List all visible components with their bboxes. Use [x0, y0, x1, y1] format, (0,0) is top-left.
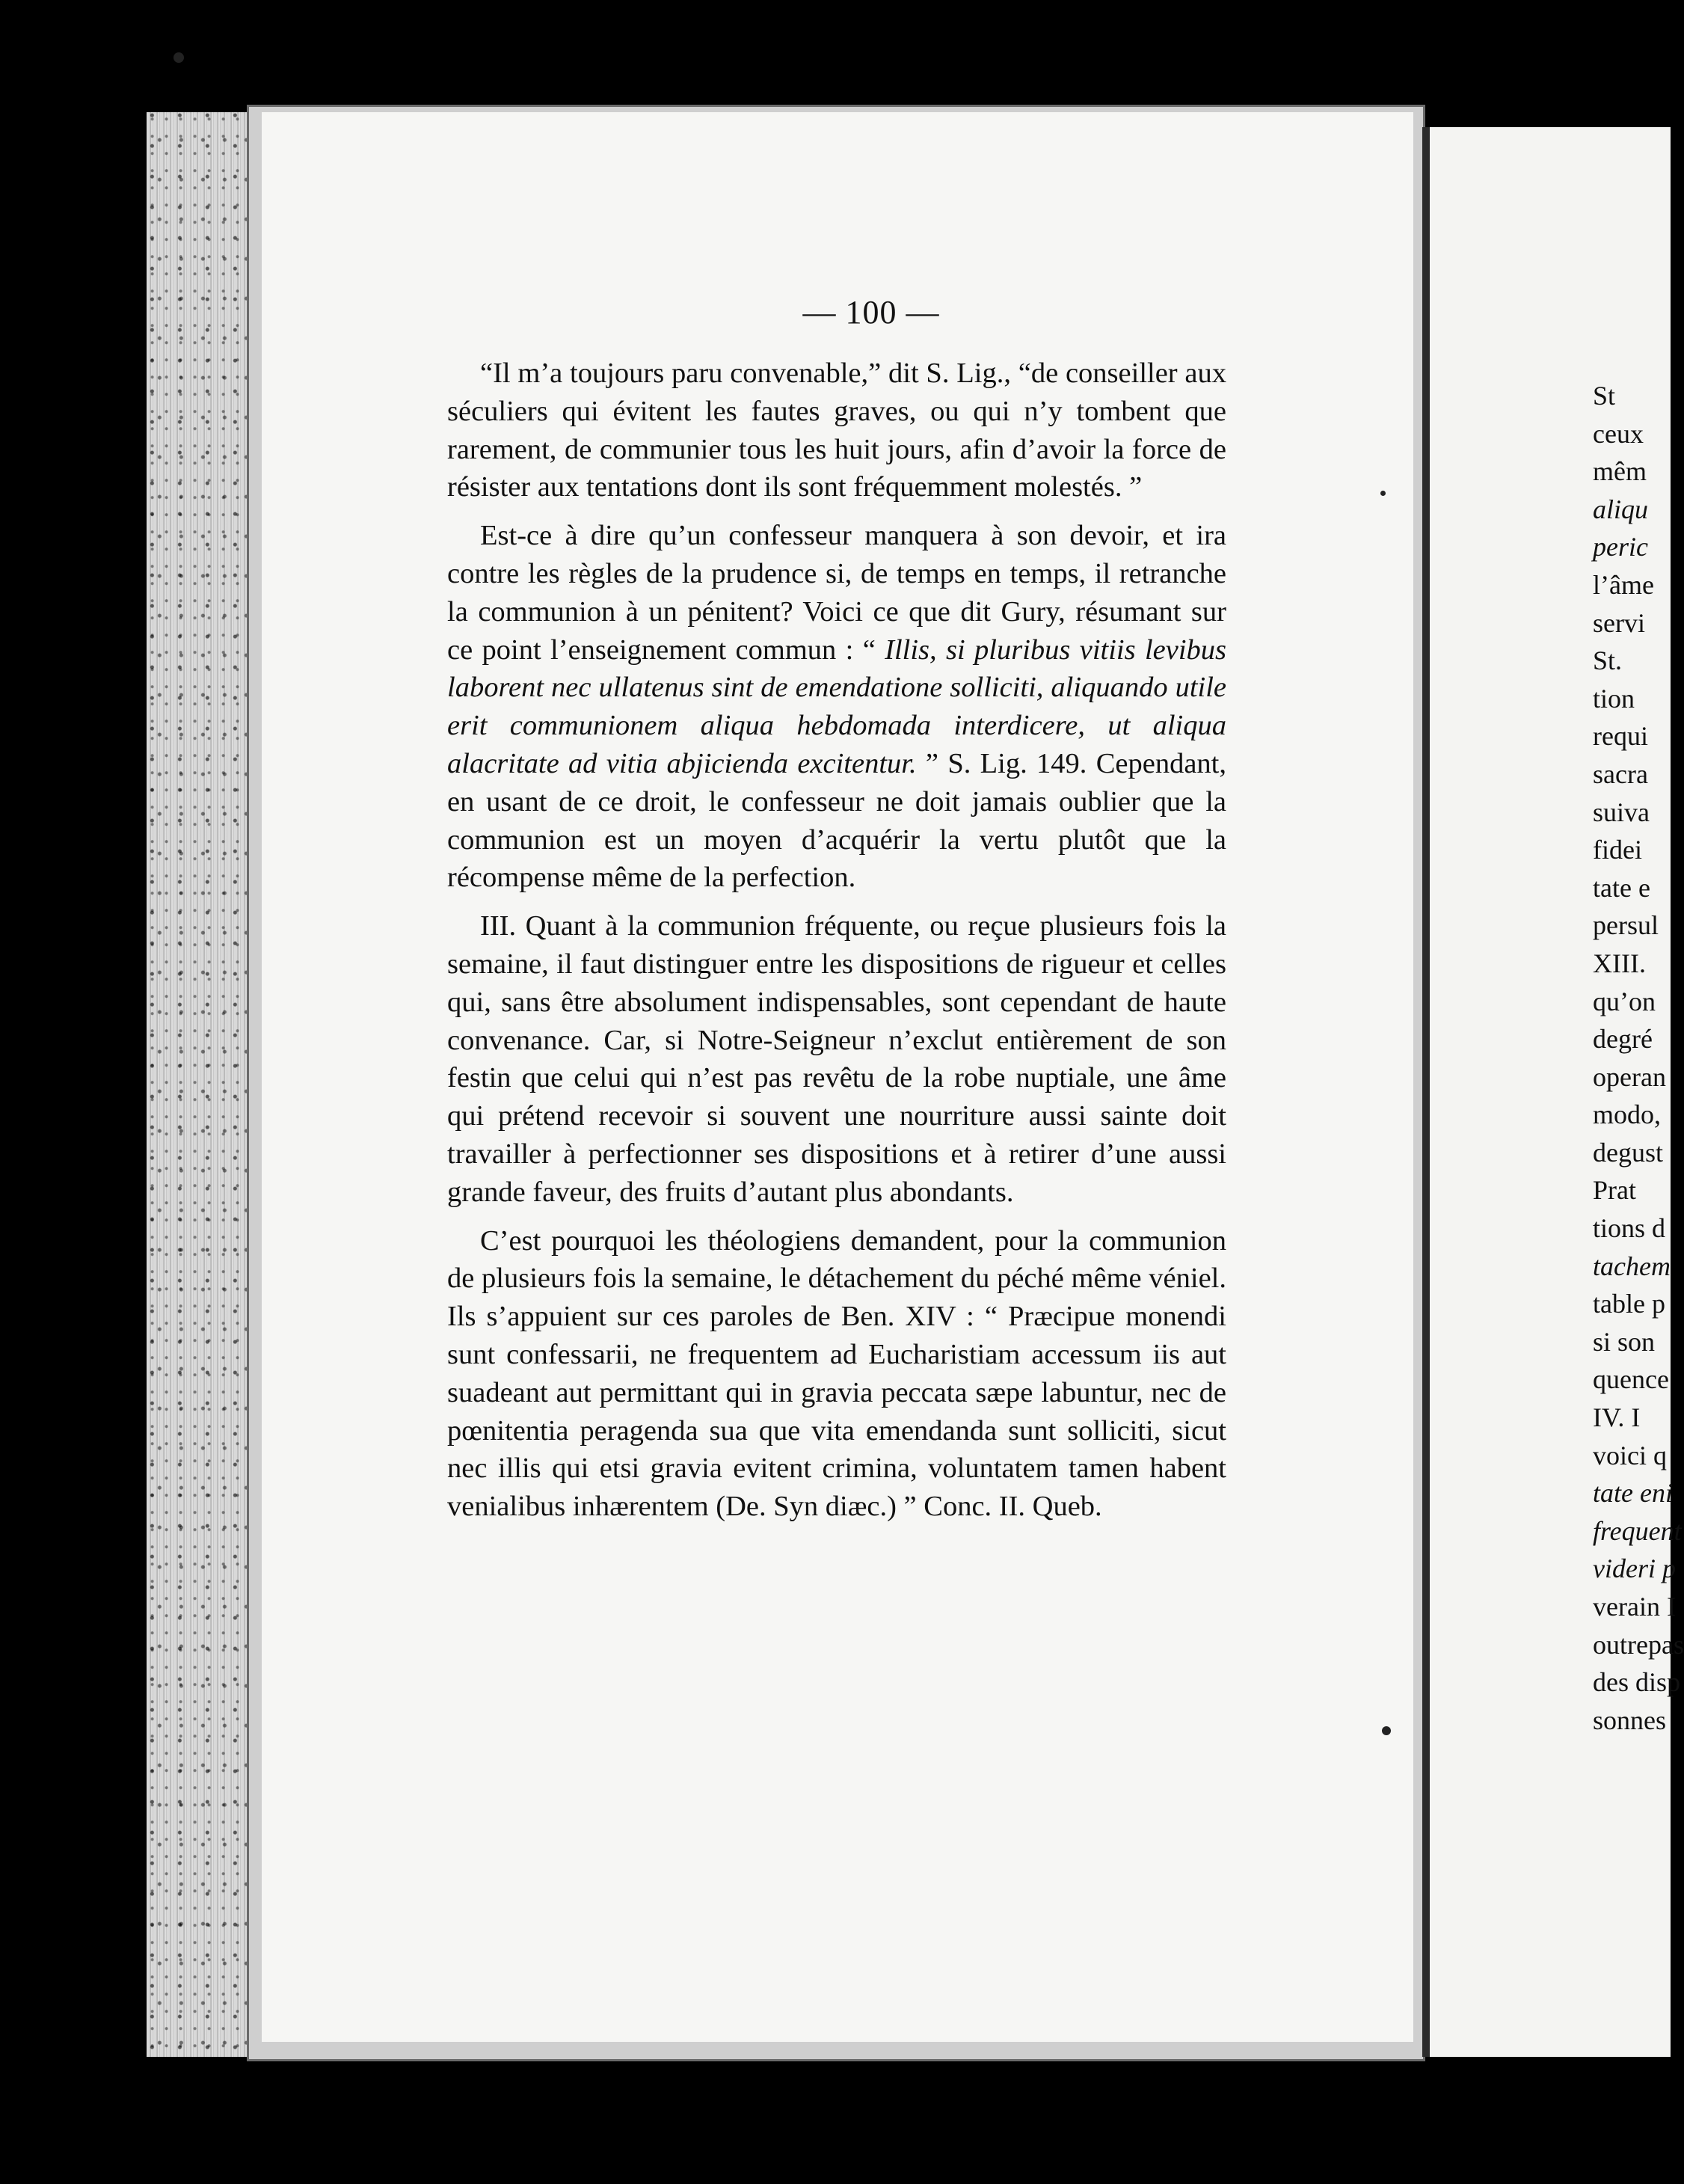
facing-line: tachem: [1593, 1251, 1671, 1281]
facing-line: des disp: [1593, 1667, 1680, 1698]
scan-speck: [1380, 491, 1386, 496]
latin-quote: Illis, si pluribus vitiis levibus laborent nec ullatenus sint de emendatione solliciti, aliquando utile erit communionem aliqua hebdomada interdicere, ut aliqua alacritate ad vitia abjicienda excitentur.: [447, 634, 1226, 779]
paragraph-3: III. Quant à la communion fréquente, ou reçue plusieurs fois la semaine, il faut distinguer entre les dispositions de rigueur et celles qui, sans être absolument indispensables, sont cependant de haute convenance. Car, si Notre-Seigneur n’exclut entièrement de son festin que celui qui n’est pas revêtu de la robe nuptiale, une âme qui prétend recevoir si souvent une nourriture aussi sainte doit travailler à perfectionner ses dispositions et à retirer d’une aussi grande faveur, des fruits d’autant plus abondants.: [447, 910, 1226, 1208]
facing-line: si son: [1593, 1326, 1656, 1357]
facing-line: sonnes: [1593, 1705, 1666, 1735]
facing-line: St.: [1593, 645, 1623, 676]
facing-line: requi: [1593, 721, 1648, 752]
facing-line: tate e: [1593, 872, 1650, 903]
facing-line: fidei: [1593, 835, 1642, 865]
facing-line: mêm: [1593, 456, 1647, 487]
facing-line: quence: [1593, 1364, 1669, 1395]
scan-speck: [173, 52, 184, 63]
facing-line: St: [1593, 381, 1616, 411]
page-body: [447, 355, 1226, 1536]
paragraph-2-continuation: S. Lig. 149. Cependant, en usant de ce droit, le confesseur ne doit jamais oublier que la communion est un moyen d’acquérir la vertu plutôt que la récompense même de la perfection.: [447, 747, 1226, 894]
paragraph-2-text: Est-ce à dire qu’un confesseur manquera à son devoir, et ira contre les règles de la prudence si, de temps en temps, il retranche la communion à un pénitent? Voici ce que dit Gury, résumant sur ce point l’enseignement commun :: [447, 520, 1226, 666]
scan-speck: [1382, 1726, 1391, 1735]
facing-line: modo,: [1593, 1099, 1662, 1130]
page-number: — 100 —: [802, 294, 940, 331]
facing-line: videri p: [1593, 1553, 1676, 1584]
facing-line: sacra: [1593, 758, 1648, 789]
facing-line: peric: [1593, 532, 1648, 562]
facing-line: degré: [1593, 1024, 1653, 1055]
facing-line: verain I: [1593, 1592, 1676, 1622]
facing-line: table p: [1593, 1289, 1665, 1319]
facing-line: XIII.: [1593, 948, 1646, 978]
paragraph-1: “Il m’a toujours paru convenable,” dit S. Lig., “de conseiller aux séculiers qui évitent les fautes graves, ou qui n’y tombent que rarement, de communier tous les huit jours, afin d’avoir la force de résister aux tentations dont ils sont fréquemment molestés. ”: [447, 358, 1226, 503]
facing-line: suiva: [1593, 797, 1650, 827]
facing-line: tions d: [1593, 1213, 1666, 1244]
paragraph-2: Est-ce à dire qu’un confesseur manquera à son devoir, et ira contre les règles de la prudence si, de temps en temps, il retranche la communion à un pénitent? Voici ce que dit Gury, résumant sur ce point l’enseignement commun : “ Illis, si pluribus vitiis levibus laborent nec ullatenus sint de emendatione solliciti, aliquando utile erit communionem aliqua hebdomada interdicere, ut aliqua alacritate ad vitia abjicienda excitentur. ” S. Lig. 149. Cependant, en usant de ce droit, le confesseur ne doit jamais oublier que la communion est un moyen d’acquérir la vertu plutôt que la récompense même de la perfection.: [447, 520, 1226, 894]
facing-line: tion: [1593, 683, 1635, 714]
facing-line: operan: [1593, 1061, 1666, 1092]
facing-line: aliqu: [1593, 494, 1649, 524]
facing-line: persul: [1593, 910, 1659, 941]
facing-line: servi: [1593, 607, 1645, 638]
facing-page-text: [1593, 377, 1684, 1739]
facing-line: outrepas: [1593, 1629, 1684, 1660]
facing-line: tate eni: [1593, 1478, 1673, 1509]
facing-line: ceux: [1593, 418, 1644, 449]
book-page-edges: [147, 112, 259, 2057]
facing-line: Prat: [1593, 1175, 1636, 1206]
facing-line: frequent: [1593, 1515, 1682, 1546]
facing-line: degust: [1593, 1137, 1663, 1168]
facing-line: qu’on: [1593, 986, 1656, 1016]
facing-line: voici q: [1593, 1440, 1667, 1470]
facing-line: l’âme: [1593, 569, 1654, 600]
facing-line: IV. I: [1593, 1402, 1641, 1433]
paragraph-4: C’est pourquoi les théologiens demandent, pour la communion de plusieurs fois la semaine, le détachement du péché même véniel. Ils s’appuient sur ces paroles de Ben. XIV : “ Præcipue monendi sunt confessarii, ne frequentem ad Eucharistiam accessum iis aut suadeant aut permittant qui in gravia peccata sæpe labuntur, nec de pœnitentia peragenda sua que vita emendanda sunt solliciti, sicut nec illis qui etsi gravia evitent crimina, voluntatem tamen habent venialibus inhærentem (De. Syn diæc.) ” Conc. II. Queb.: [447, 1224, 1226, 1523]
